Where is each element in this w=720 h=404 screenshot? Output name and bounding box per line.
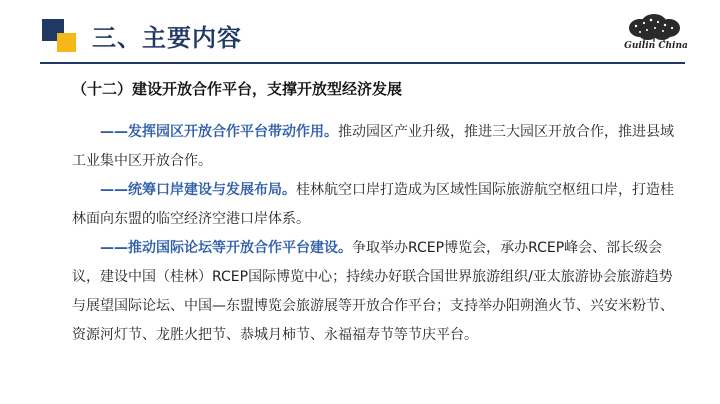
paragraph-3-highlight: ——推动国际论坛等开放合作平台建设。 xyxy=(100,240,352,256)
header-square-gold xyxy=(57,33,76,52)
header-divider xyxy=(40,62,685,64)
paragraph-1-highlight: ——发挥园区开放合作平台带动作用。 xyxy=(100,124,338,140)
logo-text: Guilin China xyxy=(624,41,688,51)
paragraph-3-text: 争取举办RCEP博览会，承办RCEP峰会、部长级会议，建设中国（桂林）RCEP国际博览中心；持续办好联合国世界旅游组织/亚太旅游协会旅游趋势与展望国际论坛、中国—东盟博览会旅游展等开放合作平台；支持举办阳朔渔火节、兴安米粉节、资源河灯节、龙胜火把节、恭城月柿节、永福福寿节等节庆平台。 xyxy=(72,240,674,343)
section-heading: （十二）建设开放合作平台，支撑开放型经济发展 xyxy=(72,80,403,98)
paragraph-2 xyxy=(72,176,684,234)
guilin-trees-logo-icon xyxy=(620,14,690,60)
content-body xyxy=(72,118,684,350)
paragraph-1-text: 推动园区产业升级，推进三大园区开放合作，推进县域工业集中区开放合作。 xyxy=(72,124,674,169)
paragraph-2-text: 桂林航空口岸打造成为区域性国际旅游航空枢纽口岸，打造桂林面向东盟的临空经济空港口岸体系。 xyxy=(72,182,674,227)
paragraph-3 xyxy=(72,234,684,350)
page-title: 三、主要内容 xyxy=(92,24,242,52)
paragraph-2-highlight: ——统筹口岸建设与发展布局。 xyxy=(100,182,296,198)
paragraph-1 xyxy=(72,118,684,176)
